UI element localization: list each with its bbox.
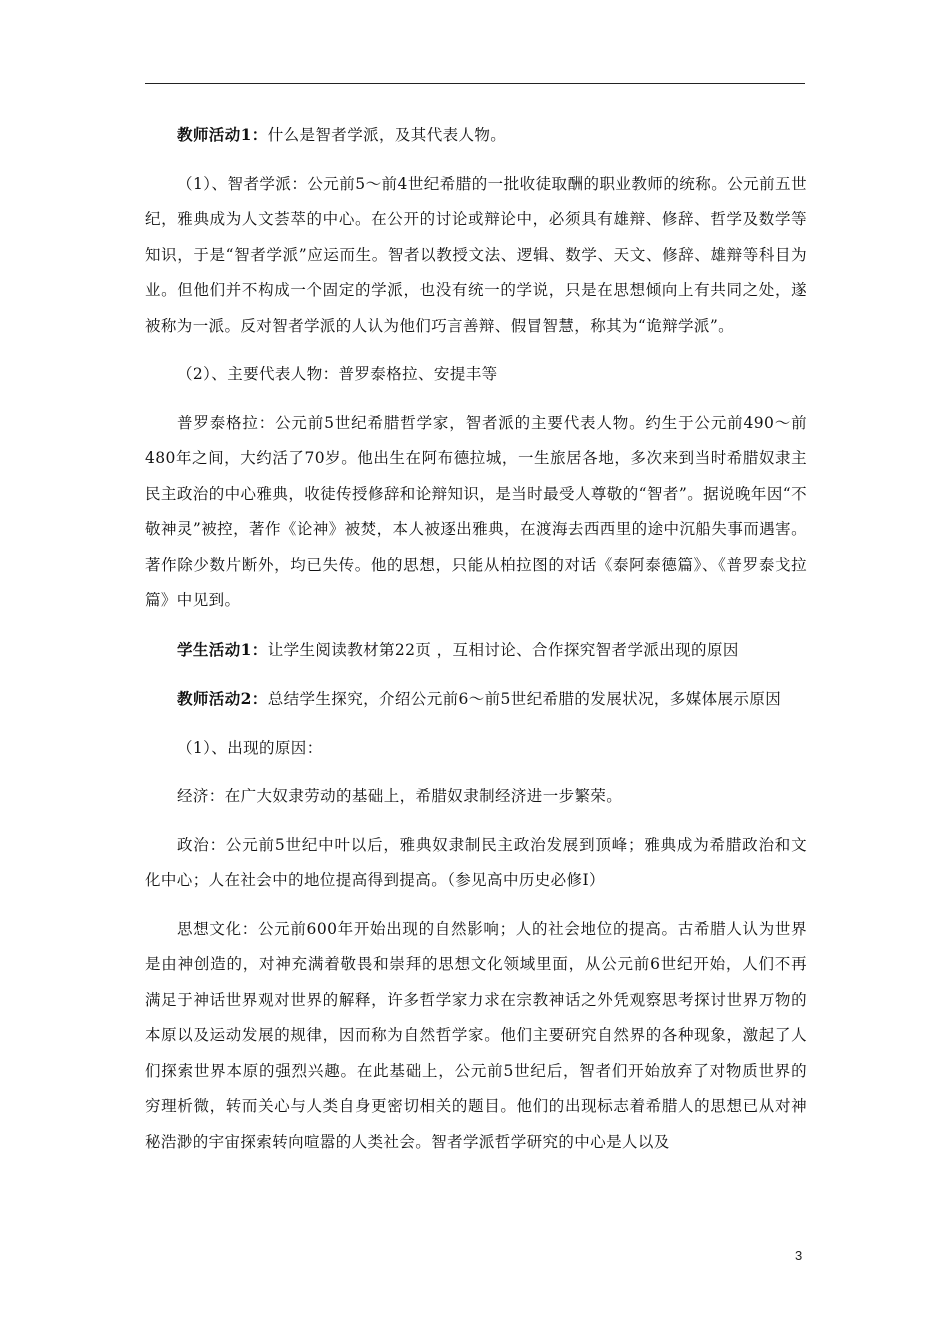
politics-paragraph: 政治：公元前5世纪中叶以后，雅典奴隶制民主政治发展到顶峰；雅典成为希腊政治和文化中心；人在社会中的地位提高得到提高。（参见高中历史必修Ⅰ）: [145, 835, 807, 889]
representatives-paragraph: （2）、主要代表人物：普罗泰格拉、安提丰等: [177, 365, 498, 383]
student-activity-1-label: 学生活动1：: [177, 639, 268, 659]
teacher-activity-2: [145, 681, 807, 718]
teacher-activity-1-label: 教师活动1：: [177, 125, 268, 144]
economy-paragraph: 经济：在广大奴隶劳动的基础上，希腊奴隶制经济进一步繁荣。: [177, 787, 623, 805]
student-activity-1: [145, 632, 807, 669]
document-body: [145, 117, 807, 1160]
reasons-heading: （1）、出现的原因：: [177, 738, 323, 757]
teacher-activity-2-label: 教师活动2：: [177, 689, 268, 708]
protagoras-paragraph: 普罗泰格拉：公元前5世纪希腊哲学家，智者派的主要代表人物。约生于公元前490～前480年之间，大约活了70岁。他出生在阿布德拉城，一生旅居各地，多次来到当时希腊奴隶主民主政治的中心雅典，收徒传授修辞和论辩知识，是当时最受人尊敬的“智者”。据说晚年因“不敬神灵”被控，著作《论神》被焚，本人被逐出雅典，在渡海去西西里的途中沉船失事而遇害。著作除少数片断外，均已失传。他的思想，只能从柏拉图的对话《泰阿泰德篇》、《普罗泰戈拉篇》中见到。: [145, 413, 807, 609]
culture-paragraph: 思想文化：公元前600年开始出现的自然影响；人的社会地位的提高。古希腊人认为世界是由神创造的，对神充满着敬畏和崇拜的思想文化领域里面，从公元前6世纪开始，人们不再满足于神话世界观对世界的解释，许多哲学家力求在宗教神话之外凭观察思考探讨世界万物的本原以及运动发展的规律，因而称为自然哲学家。他们主要研究自然界的各种现象，激起了人们探索世界本原的强烈兴趣。在此基础上，公元前5世纪后，智者们开始放弃了对物质世界的穷理析微，转而关心与人类自身更密切相关的题目。他们的出现标志着希腊人的思想已从对神秘浩渺的宇宙探索转向喧嚣的人类社会。智者学派哲学研究的中心是人以及: [145, 919, 807, 1151]
page-number: 3: [795, 1248, 803, 1263]
header-rule: [145, 83, 805, 84]
teacher-activity-1: [145, 117, 807, 154]
teacher-activity-2-text: 总结学生探究，介绍公元前6～前5世纪希腊的发展状况，多媒体展示原因: [267, 690, 782, 708]
sophists-definition-paragraph: （1）、智者学派：公元前5～前4世纪希腊的一批收徒取酬的职业教师的统称。公元前五世纪，雅典成为人文荟萃的中心。在公开的讨论或辩论中，必须具有雄辩、修辞、哲学及数学等知识，于是“智者学派”应运而生。智者以教授文法、逻辑、数学、天文、修辞、雄辩等科目为业。但他们并不构成一个固定的学派，也没有统一的学说，只是在思想倾向上有共同之处，遂被称为一派。反对智者学派的人认为他们巧言善辩、假冒智慧，称其为“诡辩学派”。: [145, 174, 807, 335]
teacher-activity-1-text: 什么是智者学派，及其代表人物。: [267, 126, 507, 144]
student-activity-1-text: 让学生阅读教材第22页 ，互相讨论、合作探究智者学派出现的原因: [267, 640, 739, 659]
